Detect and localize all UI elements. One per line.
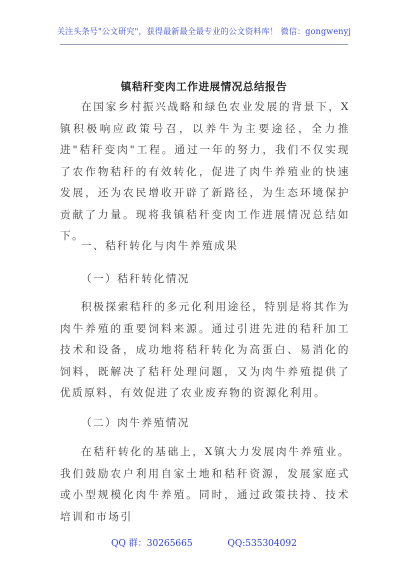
subsection-1-heading-block — [60, 269, 350, 291]
subsection-2-paragraph: 在秸秆转化的基础上，X镇大力发展肉牛养殖业。我们鼓励农户利用自家土地和秸秆资源，发展家庭式或小型规模化肉牛养殖。同时，通过政策扶持、技术培训和市场引 — [60, 446, 350, 523]
subsection-2-heading: （二）肉牛养殖情况 — [81, 417, 190, 429]
subsection-1-heading: （一）秸秆转化情况 — [81, 273, 190, 285]
document-body — [60, 97, 350, 248]
footer-qq-group: QQ 群：30265665 — [111, 539, 193, 549]
subsection-1-paragraph: 积极探索秸秆的多元化利用途径，特别是将其作为肉牛养殖的重要饲料来源。通过引进先进的秸秆加工技术和设备，成功地将秸秆转化为高蛋白、易消化的饲料，既解决了秸秆处理问题，又为肉牛养殖提供了优质原料，有效促进了农业废弃物的资源化利用。 — [60, 301, 350, 399]
subsection-1-body — [60, 297, 350, 405]
section-1-heading-block — [60, 236, 350, 258]
header-divider — [60, 44, 348, 45]
subsection-2-heading-block — [60, 413, 350, 435]
intro-paragraph: 在国家乡村振兴战略和绿色农业发展的背景下，X镇积极响应政策号召，以养牛为主要途径，全力推进"秸秆变肉"工程。通过一年的努力，我们不仅实现了农作物秸秆的有效转化，促进了肉牛养殖业的快速发展，还为农民增收开辟了新路径，为生态环境保护贡献了力量。现将我镇秸秆变肉工作进展情况总结如下。 — [60, 101, 350, 242]
document-title: 镇秸秆变肉工作进展情况总结报告 — [120, 81, 288, 93]
header-note: 关注头条号"公文研究"，获得最新最全最专业的公文资料库！ 微信：gongwenyj — [56, 27, 352, 36]
footer-qq: QQ:535304092 — [227, 539, 297, 549]
subsection-2-body — [60, 442, 350, 528]
footer — [0, 536, 408, 549]
section-1-heading: 一、秸秆转化与肉牛养殖成果 — [81, 240, 239, 252]
